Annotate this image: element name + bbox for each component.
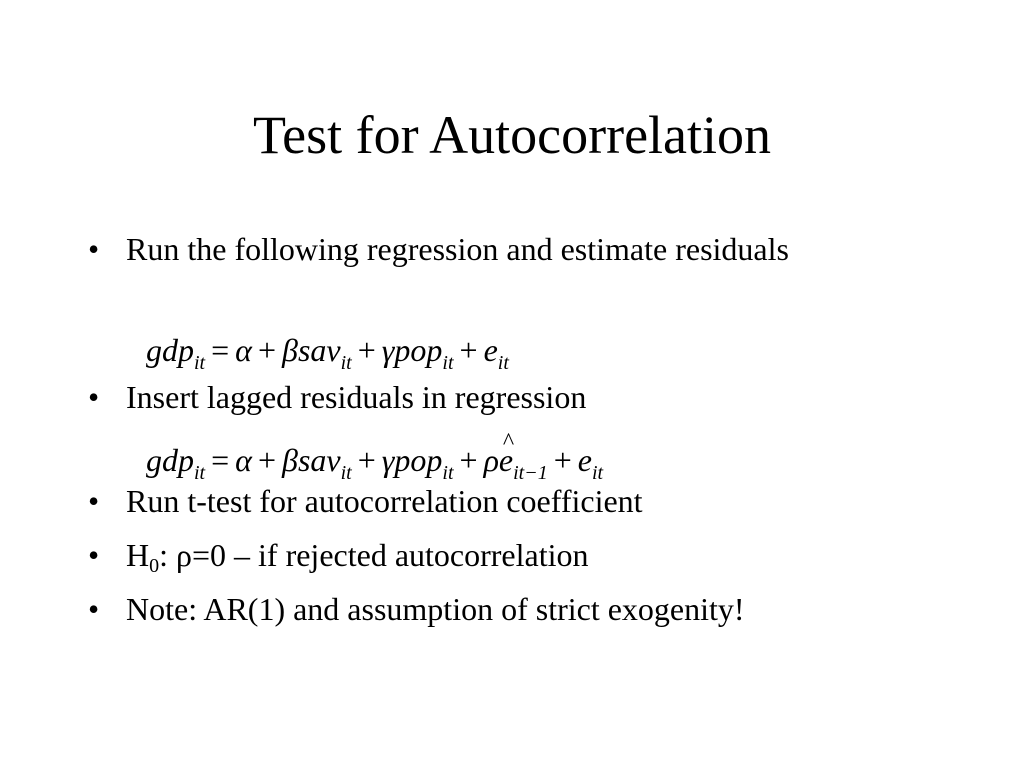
eq-beta-sav: βsav <box>282 332 341 368</box>
eq-lhs: gdp <box>146 332 194 368</box>
eq-pop-sub: it <box>442 462 454 484</box>
eq-lhs-sub: it <box>194 462 206 484</box>
bullet-item-3 <box>88 480 948 522</box>
eq-plus: + <box>257 442 277 478</box>
eq-beta-sav: βsav <box>282 442 341 478</box>
eq-plus: + <box>257 332 277 368</box>
slide-title: Test for Autocorrelation <box>252 105 772 165</box>
hypothesis-text: : ρ=0 – if rejected autocorrelation <box>159 537 589 573</box>
eq-pop-sub: it <box>442 352 454 374</box>
bullet-text: Run the following regression and estimate residuals <box>126 231 789 267</box>
eq-sav-sub: it <box>340 352 352 374</box>
eq-error-sub: it <box>497 352 509 374</box>
bullet-item-5 <box>88 588 948 630</box>
eq-plus: + <box>459 332 478 368</box>
bullet-text: Run t-test for autocorrelation coefficient <box>126 483 643 519</box>
bullet-text <box>126 534 948 576</box>
eq-error-sub: it <box>591 462 604 484</box>
eq-rho: ρ <box>483 442 499 478</box>
eq-gamma-pop: γpop <box>381 332 443 368</box>
eq-plus: + <box>553 442 572 478</box>
hypothesis-symbol: H <box>126 537 150 573</box>
regression-equation <box>146 330 509 374</box>
eq-residual-hat: e ^ <box>499 440 513 480</box>
eq-alpha: α <box>235 442 252 478</box>
eq-sav-sub: it <box>340 462 352 484</box>
eq-equals: = <box>211 332 230 368</box>
eq-plus: + <box>357 332 376 368</box>
bullet-text: Note: AR(1) and assumption of strict exogenity! <box>126 591 745 627</box>
bullet-item-1 <box>88 228 948 270</box>
bullet-marker: • <box>88 591 100 627</box>
lagged-residual-equation <box>146 440 604 484</box>
eq-alpha: α <box>235 332 252 368</box>
bullet-marker: • <box>88 379 100 415</box>
eq-lhs-sub: it <box>194 352 206 374</box>
hypothesis-subscript: 0 <box>149 555 160 577</box>
eq-gamma-pop: γpop <box>381 442 443 478</box>
bullet-marker: • <box>88 537 100 573</box>
eq-lhs: gdp <box>146 442 194 478</box>
bullet-item-2 <box>88 376 948 418</box>
eq-residual-hat-sub: it−1 <box>513 462 548 484</box>
eq-plus: + <box>459 442 478 478</box>
eq-equals: = <box>211 442 230 478</box>
bullet-text: Insert lagged residuals in regression <box>126 379 587 415</box>
eq-error: e <box>577 442 592 478</box>
bullet-marker: • <box>88 231 100 267</box>
eq-plus: + <box>357 442 376 478</box>
bullet-item-4 <box>88 534 948 576</box>
eq-error: e <box>483 332 498 368</box>
bullet-marker: • <box>88 483 100 519</box>
